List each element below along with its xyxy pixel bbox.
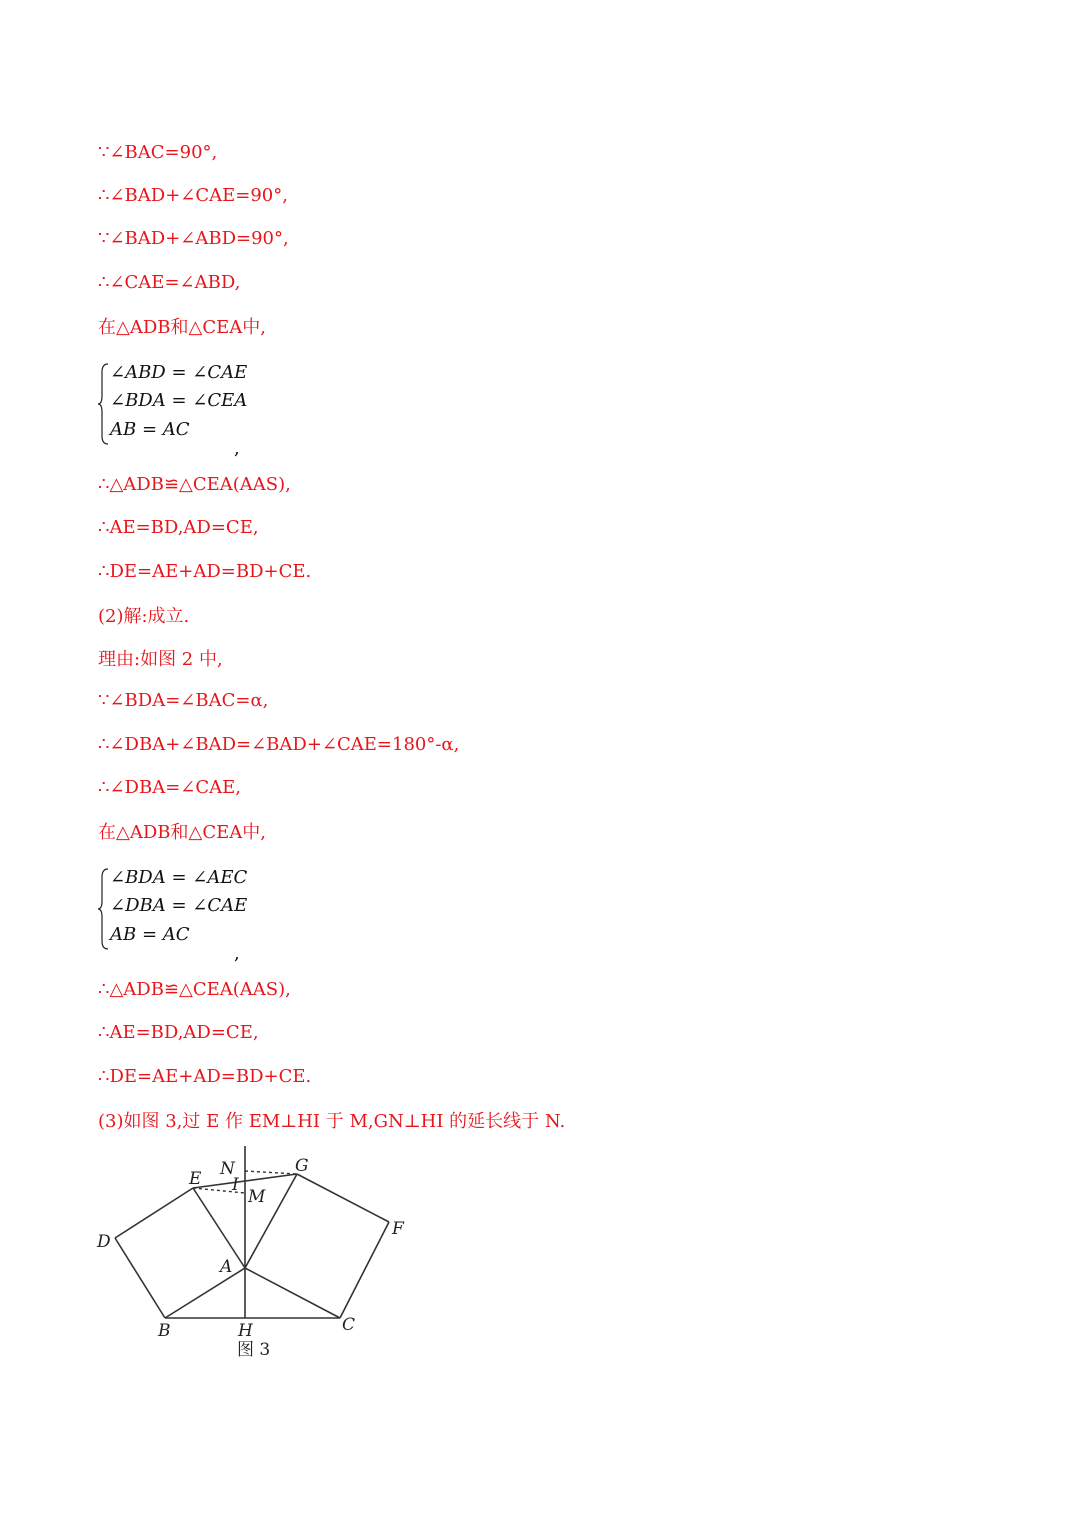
left-brace xyxy=(98,362,110,446)
proof-line: ∴∠DBA+∠BAD=∠BAD+∠CAE=180°-α, xyxy=(98,734,460,755)
geometry-figure xyxy=(92,1142,422,1366)
segment-ab xyxy=(165,1268,245,1318)
proof-line: ∵∠BAC=90°, xyxy=(98,142,218,163)
proof-line: ∴∠BAD+∠CAE=90°, xyxy=(98,185,288,206)
label-c: C xyxy=(342,1315,356,1335)
segment-bd xyxy=(115,1238,165,1318)
label-e: E xyxy=(189,1169,202,1189)
label-f: F xyxy=(392,1219,404,1239)
label-m: M xyxy=(248,1187,266,1207)
equation-system xyxy=(98,867,268,964)
part2-reason: 理由:如图 2 中, xyxy=(98,649,223,670)
system-comma: , xyxy=(234,943,240,964)
part2-header: (2)解:成立. xyxy=(98,606,190,627)
equation-row: ∠DBA = ∠CAE xyxy=(110,895,248,916)
part3-text: (3)如图 3,过 E 作 EM⊥HI 于 M,GN⊥HI 的延长线于 N. xyxy=(98,1111,566,1132)
proof-line: ∴∠DBA=∠CAE, xyxy=(98,777,241,798)
proof-line: ∴DE=AE+AD=BD+CE. xyxy=(98,561,312,582)
segment-fc xyxy=(340,1222,389,1318)
proof-line: ∴∠CAE=∠ABD, xyxy=(98,272,241,293)
proof-line: ∵∠BDA=∠BAC=α, xyxy=(98,690,269,711)
segment-gf xyxy=(297,1174,389,1222)
proof-line: ∴DE=AE+AD=BD+CE. xyxy=(98,1066,312,1087)
label-g: G xyxy=(295,1156,309,1176)
label-b: B xyxy=(158,1321,171,1341)
segment-ac xyxy=(245,1268,340,1318)
proof-line: ∴△ADB≌△CEA(AAS), xyxy=(98,474,291,495)
equation-row: ∠BDA = ∠AEC xyxy=(110,867,248,888)
system-comma: , xyxy=(234,438,240,459)
proof-line: ∵∠BAD+∠ABD=90°, xyxy=(98,228,289,249)
proof-line: 在△ADB和△CEA中, xyxy=(98,822,266,843)
label-a: A xyxy=(220,1257,233,1277)
label-d: D xyxy=(97,1232,111,1252)
equation-row: AB = AC xyxy=(110,419,190,440)
label-i: I xyxy=(232,1175,239,1195)
equation-system xyxy=(98,362,268,459)
label-n: N xyxy=(220,1159,235,1179)
proof-line: ∴△ADB≌△CEA(AAS), xyxy=(98,979,291,1000)
figure-caption: 图 3 xyxy=(237,1340,271,1360)
segment-de xyxy=(115,1188,193,1238)
proof-line: 在△ADB和△CEA中, xyxy=(98,317,266,338)
equation-row: ∠ABD = ∠CAE xyxy=(110,362,248,383)
left-brace xyxy=(98,867,110,951)
equation-row: AB = AC xyxy=(110,924,190,945)
equation-row: ∠BDA = ∠CEA xyxy=(110,390,248,411)
label-h: H xyxy=(238,1321,253,1341)
segment-gn xyxy=(245,1171,297,1174)
segment-ea xyxy=(193,1188,245,1268)
proof-line: ∴AE=BD,AD=CE, xyxy=(98,1022,259,1043)
proof-line: ∴AE=BD,AD=CE, xyxy=(98,517,259,538)
